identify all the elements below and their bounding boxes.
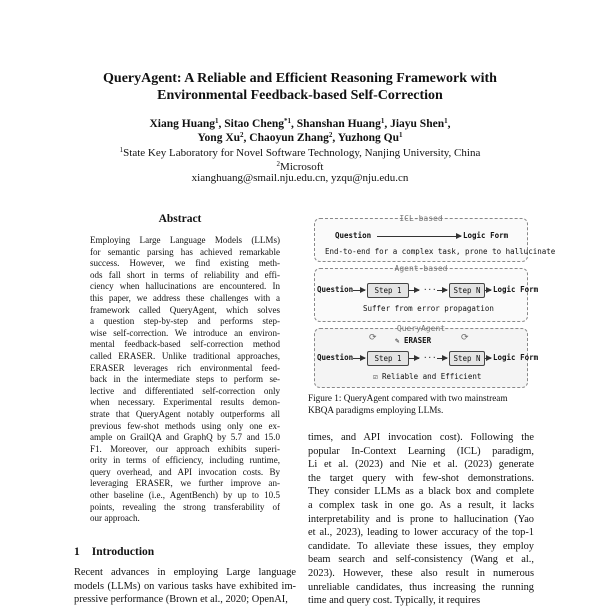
- text-line: other baseline (i.e., AgentBench) by up to 10.5: [90, 490, 280, 501]
- text-line: unreliable candidates, thus increasing the running: [308, 581, 534, 593]
- queryagent-note-text: Reliable and Efficient: [382, 372, 482, 381]
- text-line: query overhead, and API invocation costs. By: [90, 466, 280, 477]
- agent-panel: [314, 264, 539, 322]
- text-line: for semantic parsing has achieved remarkable: [90, 246, 280, 257]
- agent-arrow-4: [485, 290, 491, 291]
- text-line: ority in terms of efficiency, including runtime,: [90, 455, 280, 466]
- affiliation-1: [60, 146, 540, 160]
- text-line: beam search and self-consistency (Wang et al.,: [308, 554, 534, 566]
- agent-dots: ...: [423, 283, 437, 292]
- author-name: Shanshan Huang: [296, 118, 381, 130]
- icl-label: ICL-based: [399, 214, 443, 223]
- queryagent-question: Question: [317, 353, 354, 362]
- affiliation-text: Microsoft: [280, 161, 324, 173]
- author-list: [60, 117, 540, 145]
- text-line: ample on GrailQA and GraphQ by 5.7 and 15.0: [90, 432, 280, 443]
- refresh-icon: ⟳: [369, 333, 377, 343]
- text-line: the target query with few-shot demonstrations.: [308, 472, 534, 484]
- text-line: 2023). However, these also result in numerous: [308, 567, 534, 579]
- affiliation-sup: 1: [119, 146, 124, 154]
- figure-caption: [308, 393, 534, 416]
- icl-arrow: [377, 236, 461, 237]
- author-name: Jiayu Shen: [390, 118, 445, 130]
- affiliation-sup: 2: [276, 160, 281, 168]
- agent-arrow-3: [437, 290, 447, 291]
- text-line: mental feedback-based self-correction method: [90, 339, 280, 350]
- author-name: Yong Xu: [197, 132, 241, 144]
- author-sup: 2: [240, 131, 244, 139]
- author-line-1: Xiang Huang$^1$, Sitao Cheng$^{*1}$, Shanshan Huang$^1$, Jiayu Shen$^1$,: [149, 117, 451, 130]
- text-line: wise self-correction. We introduce an environ-: [90, 327, 280, 338]
- section-title: Introduction: [91, 546, 155, 558]
- caption-line: Figure 1: QueryAgent compared with two mainstream: [308, 393, 508, 403]
- author-emails: xianghuang@smail.nju.edu.cn, yzqu@nju.edu.cn: [191, 172, 409, 184]
- agent-label: Agent-based: [394, 264, 448, 273]
- icl-note: End-to-end for a complex task, prone to hallucinate: [325, 247, 556, 256]
- text-line: interpretability and is prone to hallucination (Yao: [308, 513, 534, 525]
- queryagent-label: QueryAgent: [396, 324, 446, 333]
- text-line: a complex task in one go. As a result, it lacks: [308, 499, 534, 511]
- text-line: called ERASER. Unlike traditional approaches,: [90, 350, 280, 361]
- text-line: Recent advances in employing Large language: [74, 567, 296, 578]
- agent-arrow-1: [353, 290, 365, 291]
- text-line: previous few-shot methods using only one ex-: [90, 420, 280, 431]
- affiliation-text: State Key Laboratory for Novel Software Technology, Nanjing University, China: [123, 147, 481, 159]
- icl-panel: [314, 214, 556, 262]
- text-line: ods fall short in terms of reliability and effi-: [90, 269, 280, 280]
- text-line: candidate. To alleviate these issues, they employ: [308, 540, 534, 552]
- refresh-icon: ⟳: [461, 333, 469, 343]
- agent-step-1: Step 1: [367, 283, 409, 298]
- text-line: popular In-Context Learning (ICL) paradigm,: [308, 445, 534, 457]
- agent-logic-form: Logic Form: [493, 285, 539, 294]
- text-line: success. However, we find existing meth-: [90, 258, 280, 269]
- agent-step-n: Step N: [449, 283, 485, 298]
- author-name: Xiang Huang: [149, 118, 216, 130]
- text-line: Li et al. (2023) and Nie et al. (2023) generate: [308, 459, 534, 471]
- right-column-body: [308, 431, 534, 608]
- queryagent-panel: [314, 324, 539, 388]
- paper-title: [40, 70, 560, 104]
- agent-note: Suffer from error propagation: [363, 304, 494, 313]
- agent-question: Question: [317, 285, 354, 294]
- text-line: our approach.: [90, 513, 140, 524]
- eraser-label: [395, 336, 431, 345]
- author-sup: 1: [398, 131, 403, 139]
- text-line: ERASER leverages rich environmental feed-: [90, 362, 280, 373]
- icl-logic-form: Logic Form: [463, 231, 509, 240]
- text-line: pressive performance (Brown et al., 2020; OpenAI,: [74, 594, 288, 606]
- section-heading-introduction: [74, 546, 166, 558]
- text-line: a question step-by-step and performs step-: [90, 316, 280, 327]
- queryagent-arrow-4: [485, 358, 491, 359]
- text-line: They consider LLMs as a black box and complete: [308, 486, 534, 498]
- text-line: models (LLMs) on various tasks have exhibited im-: [74, 580, 296, 592]
- section-number: 1: [74, 546, 80, 558]
- author-sup: 1: [444, 117, 448, 125]
- text-line: strate that QueryAgent notably outperforms all: [90, 408, 280, 419]
- text-line: framework called QueryAgent, which solves: [90, 304, 280, 315]
- queryagent-step-n: Step N: [449, 351, 485, 366]
- title-line-2: Environmental Feedback-based Self-Correction: [157, 88, 443, 103]
- text-line: this paper, we address these challenges with a: [90, 292, 280, 303]
- author-name: Sitao Cheng: [224, 118, 285, 130]
- text-line: Employing Large Language Models (LLMs): [90, 235, 280, 245]
- text-line: F1. Moreover, our approach exhibits superi-: [90, 443, 280, 454]
- text-line: time and query cost. Typically, it requires: [308, 595, 481, 607]
- icl-question: Question: [335, 231, 372, 240]
- agent-arrow-2: [409, 290, 419, 291]
- text-line: times, and API invocation cost). Following the: [308, 432, 534, 443]
- eraser-text: ERASER: [404, 336, 432, 345]
- text-line: back in the intermediate steps to perform se-: [90, 374, 280, 385]
- queryagent-step-1: Step 1: [367, 351, 409, 366]
- queryagent-logic-form: Logic Form: [493, 353, 539, 362]
- author-sup: *1: [284, 117, 292, 125]
- author-sup: 1: [380, 117, 385, 125]
- author-sup: 2: [328, 131, 333, 139]
- abstract-heading: Abstract: [158, 213, 202, 225]
- abstract-body: [90, 235, 280, 525]
- queryagent-arrow-3: [437, 358, 447, 359]
- check-icon: ☑: [373, 372, 378, 381]
- queryagent-arrow-2: [409, 358, 419, 359]
- queryagent-arrow-1: [353, 358, 365, 359]
- text-line: ciency when hallucinations are encountered. In: [90, 281, 280, 292]
- caption-line: KBQA paradigms employing LLMs.: [308, 404, 444, 415]
- introduction-body: [74, 566, 296, 607]
- author-name: Chaoyun Zhang: [249, 132, 329, 144]
- affiliations: [60, 146, 540, 174]
- text-line: leveraging ERASER, we further improve an-: [90, 478, 280, 489]
- pencil-icon: ✎: [395, 336, 400, 345]
- text-line: lective and differentiated self-correction only: [90, 385, 280, 396]
- text-line: points, revealing the strong transferability of: [90, 501, 280, 512]
- text-line: when necessary. Experimental results demon-: [90, 397, 280, 408]
- title-line-1: QueryAgent: A Reliable and Efficient Reasoning Framework with: [103, 71, 497, 86]
- author-line-2: Yong Xu$^2$, Chaoyun Zhang$^2$, Yuzhong Qu$^1$: [197, 131, 403, 144]
- author-sup: 1: [215, 117, 219, 125]
- text-line: et al., 2023), leading to lower accuracy of the top-1: [308, 527, 534, 539]
- author-name: Yuzhong Qu: [337, 132, 399, 144]
- queryagent-note: [373, 372, 481, 381]
- queryagent-dots: ...: [423, 351, 437, 360]
